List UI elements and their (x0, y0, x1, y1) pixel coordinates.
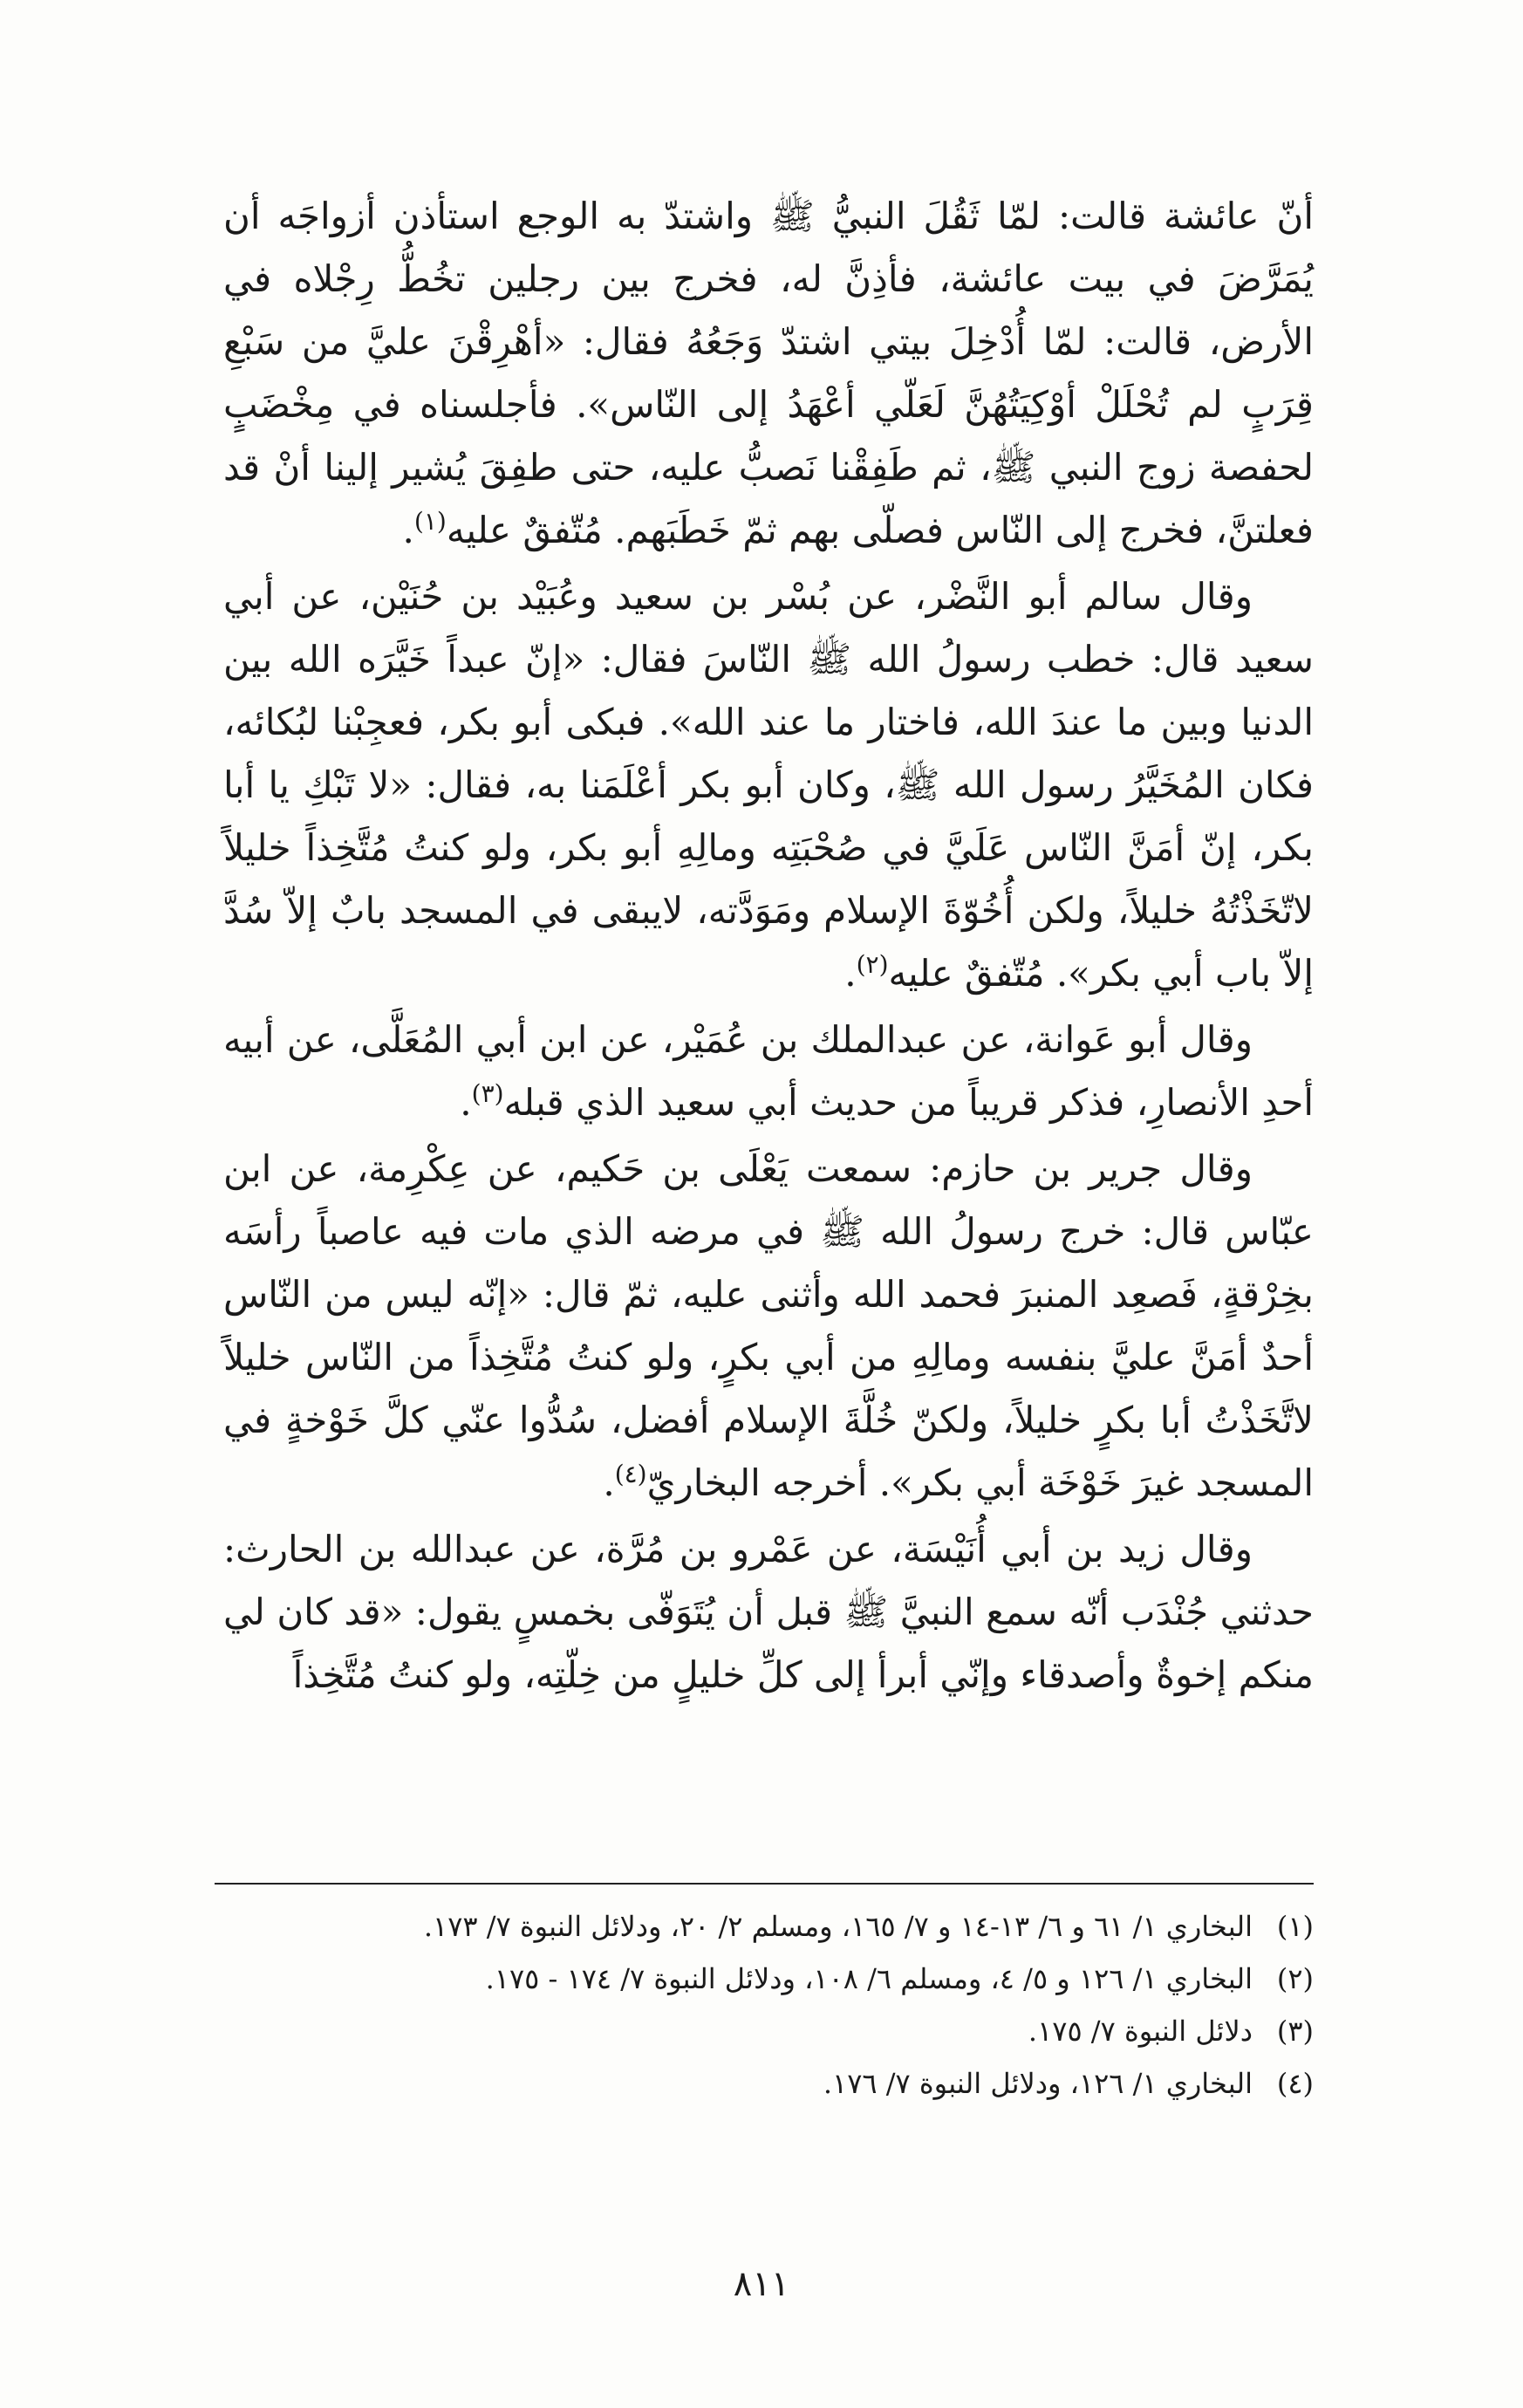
footnote-4 (215, 2057, 1314, 2110)
footnote-number: (١) (1276, 1910, 1314, 1943)
paragraph-2-text: وقال سالم أبو النَّضْر، عن بُسْر بن سعيد وعُبَيْد بن حُنَيْن، عن أبي سعيد قال: خطب رسولُ الله ﷺ النّاسَ فقال: «إنّ عبداً خَيَّرَه الله بين الدنيا وبين ما عندَ الله، فاختار ما عند الله». فبكى أبو بكر، فعجِبْنا لبُكائه، فكان المُخَيَّرُ رسول الله ﷺ، وكان أبو بكر أعْلَمَنا به، فقال: «لا تَبْكِ يا أبا بكر، إنّ أمَنَّ النّاس عَلَيَّ في صُحْبَتِه ومالِهِ أبو بكر، ولو كنتُ مُتَّخِذاً خليلاً لاتّخَذْتُهُ خليلاً، ولكن أُخُوّةَ الإسلام ومَوَدَّته، لايبقى في المسجد بابٌ إلاّ سُدَّ إلاّ باب أبي بكر». مُتّفقٌ عليه (223, 575, 1314, 995)
paragraph-3 (223, 1009, 1314, 1134)
footnote-ref-1: (١) (413, 507, 447, 536)
footnote-text: البخاري ١/ ٦١ و ٦/ ١٣-١٤ و ٧/ ١٦٥، ومسلم ٢/ ٢٠، ودلائل النبوة ٧/ ١٧٣. (423, 1910, 1253, 1943)
footnote-ref-2: (٢) (856, 950, 889, 979)
paragraph-2 (223, 565, 1314, 1005)
footnote-text: دلائل النبوة ٧/ ١٧٥. (1028, 2015, 1253, 2048)
paragraph-2-tail: . (844, 952, 857, 995)
footnote-text: البخاري ١/ ١٢٦ و ٥/ ٤، ومسلم ٦/ ١٠٨، ودلائل النبوة ٧/ ١٧٤ - ١٧٥. (485, 1962, 1253, 1995)
footnote-ref-3: (٣) (471, 1079, 504, 1108)
footnote-divider (215, 1883, 1314, 1885)
paragraph-4-text: وقال جرير بن حازم: سمعت يَعْلَى بن حَكيم، عن عِكْرِمة، عن ابن عبّاس قال: خرج رسولُ الله ﷺ في مرضه الذي مات فيه عاصباً رأسَه بخِرْقةٍ، فَصعِد المنبرَ فحمد الله وأثنى عليه، ثمّ قال: «إنّه ليس من النّاس أحدٌ أمَنَّ عليَّ بنفسه ومالِهِ من أبي بكرٍ، ولو كنتُ مُتَّخِذاً من النّاس خليلاً لاتَّخَذْتُ أبا بكرٍ خليلاً، ولكنّ خُلَّةَ الإسلام أفضل، سُدُّوا عنّي كلَّ خَوْخةٍ في المسجد غيرَ خَوْخَة أبي بكر». أخرجه البخاريّ (223, 1147, 1314, 1504)
paragraph-5-text: وقال زيد بن أبي أُنَيْسَة، عن عَمْرو بن مُرَّة، عن عبدالله بن الحارث: حدثني جُنْدَب أنّه سمع النبيَّ ﷺ قبل أن يُتَوَفّى بخمسٍ يقول: «قد كان لي منكم إخوةٌ وأصدقاء وإنّي أبرأ إلى كلِّ خليلٍ من خِلّتِه، ولو كنتُ مُتَّخِذاً (223, 1528, 1314, 1696)
page-number: ٨١١ (733, 2264, 790, 2304)
footnote-3 (215, 2005, 1314, 2057)
footnote-1 (215, 1900, 1314, 1953)
footnote-number: (٢) (1276, 1962, 1314, 1995)
footnote-number: (٤) (1276, 2067, 1314, 2100)
paragraph-4-tail: . (603, 1461, 615, 1504)
footnote-number: (٣) (1276, 2015, 1314, 2048)
paragraph-4 (223, 1138, 1314, 1515)
paragraph-1 (223, 185, 1314, 562)
footnotes-section (215, 1900, 1314, 2110)
footnote-ref-4: (٤) (614, 1460, 647, 1488)
paragraph-3-tail: . (460, 1081, 472, 1124)
paragraph-1-tail: . (402, 509, 414, 551)
paragraph-3-text: وقال أبو عَوانة، عن عبدالملك بن عُمَيْر، عن ابن أبي المُعَلَّى، عن أبيه أحدِ الأنصارِ، فذكر قريباً من حديث أبي سعيد الذي قبله (223, 1018, 1314, 1124)
footnote-text: البخاري ١/ ١٢٦، ودلائل النبوة ٧/ ١٧٦. (823, 2067, 1253, 2100)
main-text (223, 185, 1314, 1710)
paragraph-1-text: أنّ عائشة قالت: لمّا ثَقُلَ النبيُّ ﷺ واشتدّ به الوجع استأذن أزواجَه أن يُمَرَّضَ في بيت عائشة، فأذِنَّ له، فخرج بين رجلين تخُطُّ رِجْلاه في الأرض، قالت: لمّا أُدْخِلَ بيتي اشتدّ وَجَعُهُ فقال: «أهْرِقْنَ عليَّ من سَبْعِ قِرَبٍ لم تُحْلَلْ أوْكِيَتُهُنَّ لَعَلّي أعْهَدُ إلى النّاس». فأجلسناه في مِخْضَبٍ لحفصة زوج النبي ﷺ، ثم طَفِقْنا نَصبُّ عليه، حتى طفِقَ يُشير إلينا أنْ قد فعلتنَّ، فخرج إلى النّاس فصلّى بهم ثمّ خَطَبَهم. مُتّفقٌ عليه (223, 195, 1314, 551)
paragraph-5 (223, 1518, 1314, 1707)
footnote-2 (215, 1953, 1314, 2005)
